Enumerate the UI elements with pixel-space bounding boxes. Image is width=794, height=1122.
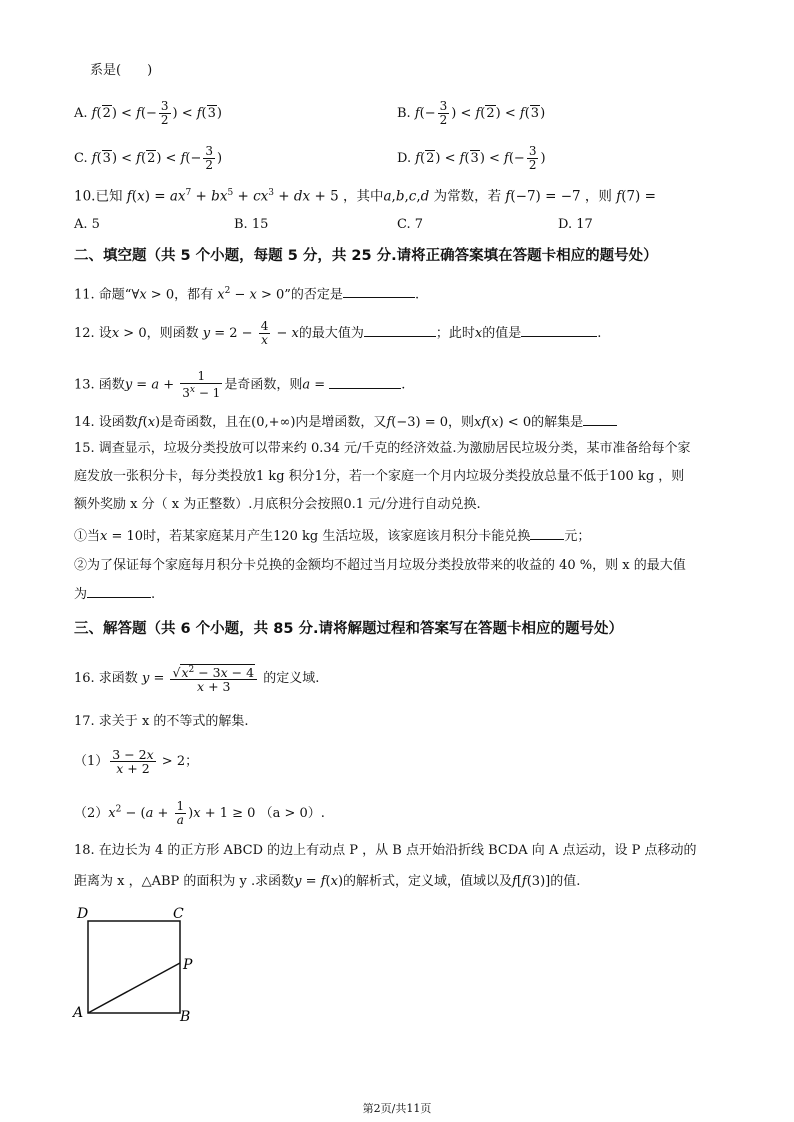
q17-stem: 17. 求关于 x 的不等式的解集. [74,714,249,729]
q14: 14. 设函数f(x)是奇函数，且在(0,+∞)内是增函数，又f(−3) = 0，则xf(x) < 0的解集是 [74,413,617,432]
q9-tail: 系是( ) [90,63,153,78]
q9-option-d: D. f(2) < f(3) < f(− $\frac{3}{2}$ ) [397,144,546,172]
q9-option-c: C. f(3) < f(2) < f(− $\frac{3}{2}$ ) [74,144,223,172]
q15-line-2: 庭发放一张积分卡，每分类投放1 kg 积分1分，若一个家庭一个月内垃圾分类投放总量不低于100 kg ，则 [74,469,685,484]
q18-line-1: 18. 在边长为 4 的正方形 ABCD 的边上有动点 P ，从 B 点开始沿折线 BCDA 向 A 点运动，设 P 点移动的 [74,843,697,858]
label-c: C [173,906,184,922]
q17-part-2: $(2)x^2 - (a$ + $\frac{1}{a}$ )x + 1 ≥ 0 （a > 0）. [74,799,325,827]
q11: 11. 命题“∀x > 0，都有 $x^2 - x > 0$”的否定是 . [74,286,420,303]
q10-choice-b: B. 15 [234,217,269,232]
q9-option-b: B. f(− $\frac{3}{2}$ ) < f(2) < f(3) [397,99,546,127]
section-2-title: 二、填空题（共 5 个小题，每题 5 分，共 25 分.请将正确答案填在答题卡相应的题号处） [74,248,658,264]
q9-option-a: A. f(2) < f(− $\frac{3}{2}$ ) < f(3) [74,99,222,127]
q15-line-1: 15. 调查显示，垃圾分类投放可以带来约 0.34 元/千克的经济效益.为激励居民垃圾分类，某市准备给每个家 [74,441,691,456]
label-b: B [180,1009,191,1025]
q13: 13. 函数y = a + $\frac{1}{3^x - 1}$ 是奇函数，则a = . [74,369,406,400]
q15-line-3: 额外奖励 x 分（ x 为正整数）.月底积分会按照0.1 元/分进行自动兑换. [74,497,481,512]
q15-line-4: ①当x = 10时，若某家庭某月产生120 kg 生活垃圾，该家庭该月积分卡能兑换 元； [74,529,591,544]
q18-line-2: 距离为 x ，△ABP 的面积为 y .求函数y = f(x)的解析式，定义域，值域以及f[f(3)]的值. [74,874,581,889]
square-abcd-figure [70,905,230,1035]
q16: 16. 求函数 y = $\frac{√x^2 - 3x - 4}{x + 3}$ 的定义域. [74,665,320,695]
label-a: A [73,1005,84,1021]
label-p: P [183,957,193,973]
q15-line-5: ②为了保证每个家庭每月积分卡兑换的金额均不超过当月垃圾分类投放带来的收益的 40 %，则 x 的最大值 [74,558,686,573]
page-footer: 第2页/共11页 [362,1102,432,1115]
q10-choice-d: D. 17 [558,217,593,232]
q15-line-6: 为 . [74,587,156,602]
label-d: D [77,906,89,922]
q12: 12. 设x > 0，则函数 y = 2 − $\frac{4}{x}$ − x的最大值为 ；此时x的值是 . [74,319,602,347]
section-3-title: 三、解答题（共 6 个小题，共 85 分.请将解题过程和答案写在答题卡相应的题号处） [74,621,623,637]
q10-stem: 10.已知 $f(x) = ax^7 + bx^5 + cx^3$ + dx + 5 ，其中a,b,c,d 为常数，若 f(−7) = −7 ，则 f(7) = [74,188,656,205]
q17-part-1: （1） $\frac{3 - 2x}{x + 2}$ > 2； [74,747,199,776]
q10-choice-c: C. 7 [397,217,424,232]
q10-choice-a: A. 5 [74,217,100,232]
